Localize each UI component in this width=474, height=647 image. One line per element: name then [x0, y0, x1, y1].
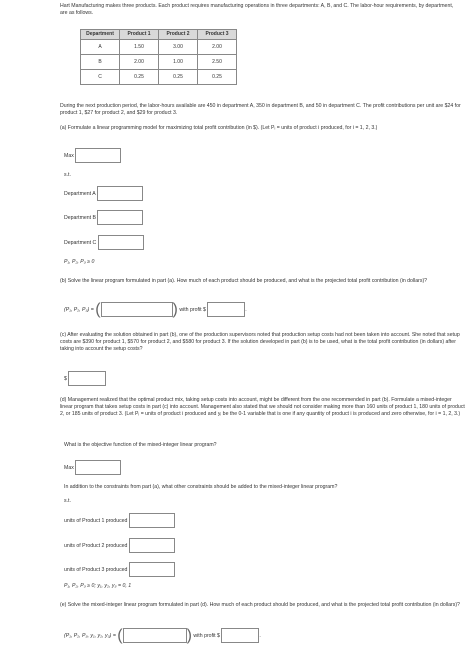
- part-d-constraint-2: [64, 538, 175, 553]
- units-product-3-label: units of Product 3 produced: [64, 566, 128, 573]
- part-b-tuple-input[interactable]: [101, 302, 173, 317]
- units-product-2-input[interactable]: [129, 538, 175, 553]
- part-d-constraint-3: [64, 562, 175, 577]
- part-e-profit-input[interactable]: [221, 628, 259, 643]
- table-row: [81, 55, 237, 70]
- part-b-tuple-label: (P₁, P₂, P₃) =: [64, 307, 94, 314]
- part-e-tuple-label: (P₁, P₂, P₃, y₁, y₂, y₃) =: [64, 633, 116, 640]
- part-b-answer: (P₁, P₂, P₃) = ( ) with profit $ .: [64, 301, 247, 318]
- table-cell: 2.00: [198, 40, 237, 55]
- part-a-objective-input[interactable]: [75, 148, 121, 163]
- table-cell: B: [81, 55, 120, 70]
- dept-b-input[interactable]: [97, 210, 143, 225]
- dollar-label: $: [64, 375, 67, 382]
- labor-hours-table: [80, 29, 237, 85]
- table-cell: C: [81, 70, 120, 85]
- part-a-dept-a: [64, 186, 143, 201]
- close-paren-icon: ): [172, 301, 178, 318]
- part-a-st-label: s.t.: [64, 172, 71, 178]
- units-product-3-input[interactable]: [129, 562, 175, 577]
- part-e-tuple-input[interactable]: [123, 628, 187, 643]
- part-d-constraint-question: In addition to the constraints from part (a), what other constraints should be added to the mixed-integer linear program?: [64, 484, 338, 490]
- table-header: Product 3: [198, 30, 237, 40]
- table-header: Product 1: [120, 30, 159, 40]
- table-cell: 1.00: [159, 55, 198, 70]
- max-label: Max: [64, 152, 74, 159]
- dept-b-label: Department B: [64, 214, 97, 221]
- part-d-constraint-1: [64, 513, 175, 528]
- dept-c-label: Department C: [64, 239, 97, 246]
- part-b-profit-input[interactable]: [207, 302, 245, 317]
- part-e-profit-label: with profit $: [193, 633, 220, 640]
- units-product-2-label: units of Product 2 produced: [64, 542, 128, 549]
- units-product-1-label: units of Product 1 produced: [64, 517, 128, 524]
- part-d-question: (d) Management realized that the optimal product mix, taking setup costs into account, might be different from the one recommended in part (b). Formulate a mixed-integer linear program that takes setup costs in part (c) into account. Management also stated that we should not consider making more than 160 units of product 1, 180 units of product 2, or 185 units of product 3. (Let Pᵢ = units of product i produced and yᵢ be the 0-1 variable that is one if any quantity of product i is produced and zero otherwise, for i = 1, 2, 3.): [60, 397, 465, 418]
- part-b-question: (b) Solve the linear program formulated in part (a). How much of each product should be produced, and what is the projected total profit contribution (in dollars)?: [60, 278, 428, 284]
- part-c-profit-input[interactable]: [68, 371, 106, 386]
- part-b-profit-label: with profit $: [179, 307, 206, 314]
- table-cell: 1.50: [120, 40, 159, 55]
- table-header-row: [81, 30, 237, 40]
- availability-paragraph: During the next production period, the labor-hours available are 450 in department A, 350 in department B, and 50 in department C. The profit contributions per unit are $24 for product 1, $27 for product 2, and $29 for product 3.: [60, 103, 461, 117]
- table-cell: 0.25: [120, 70, 159, 85]
- part-a-dept-c: [64, 235, 144, 250]
- part-d-st-label: s.t.: [64, 498, 71, 504]
- table-header: Product 2: [159, 30, 198, 40]
- part-a-question: (a) Formulate a linear programming model for maximizing total profit contribution (in $). (Let Pᵢ = units of product i produced, for i = 1, 2, 3.): [60, 125, 378, 131]
- dept-a-input[interactable]: [97, 186, 143, 201]
- part-e-question: (e) Solve the mixed-integer linear program formulated in part (d). How much of each product should be produced, and what is the projected total profit contribution (in dollars)?: [60, 602, 460, 608]
- intro-text: Hart Manufacturing makes three products. Each product requires manufacturing operations in three departments: A, B, and C. The labor-hour requirements, by department, are as follows.: [60, 3, 454, 17]
- open-paren-icon: (: [117, 627, 123, 644]
- part-a-nonnegativity: P₁, P₂, P₃ ≥ 0: [64, 259, 95, 265]
- table-cell: 2.00: [120, 55, 159, 70]
- close-paren-icon: ): [186, 627, 192, 644]
- part-d-objective-question: What is the objective function of the mixed-integer linear program?: [64, 442, 217, 448]
- max-label: Max: [64, 464, 74, 471]
- dept-c-input[interactable]: [98, 235, 144, 250]
- part-a-objective: [64, 148, 121, 163]
- part-a-dept-b: [64, 210, 143, 225]
- part-d-objective: [64, 460, 121, 475]
- table-cell: A: [81, 40, 120, 55]
- table-header: Department: [81, 30, 120, 40]
- part-d-objective-input[interactable]: [75, 460, 121, 475]
- part-c-answer: [64, 371, 106, 386]
- table-cell: 0.25: [159, 70, 198, 85]
- table-cell: 2.50: [198, 55, 237, 70]
- dept-a-label: Department A: [64, 190, 96, 197]
- part-c-question: (c) After evaluating the solution obtained in part (b), one of the production supervisors noted that production setup costs had not been taken into account. She noted that setup costs are $390 for product 1, $570 for product 2, and $580 for product 3. If the solution developed in part (b) is to be used, what is the total profit contribution (in dollars) after taking into account the setup costs?: [60, 332, 460, 353]
- part-e-answer: (P₁, P₂, P₃, y₁, y₂, y₃) = ( ) with profit $ .: [64, 627, 261, 644]
- table-cell: 3.00: [159, 40, 198, 55]
- part-d-nonnegativity: P₁, P₂, P₃ ≥ 0; y₁, y₂, y₃ = 0, 1: [64, 583, 132, 589]
- open-paren-icon: (: [95, 301, 101, 318]
- units-product-1-input[interactable]: [129, 513, 175, 528]
- table-cell: 0.25: [198, 70, 237, 85]
- table-row: [81, 40, 237, 55]
- table-row: [81, 70, 237, 85]
